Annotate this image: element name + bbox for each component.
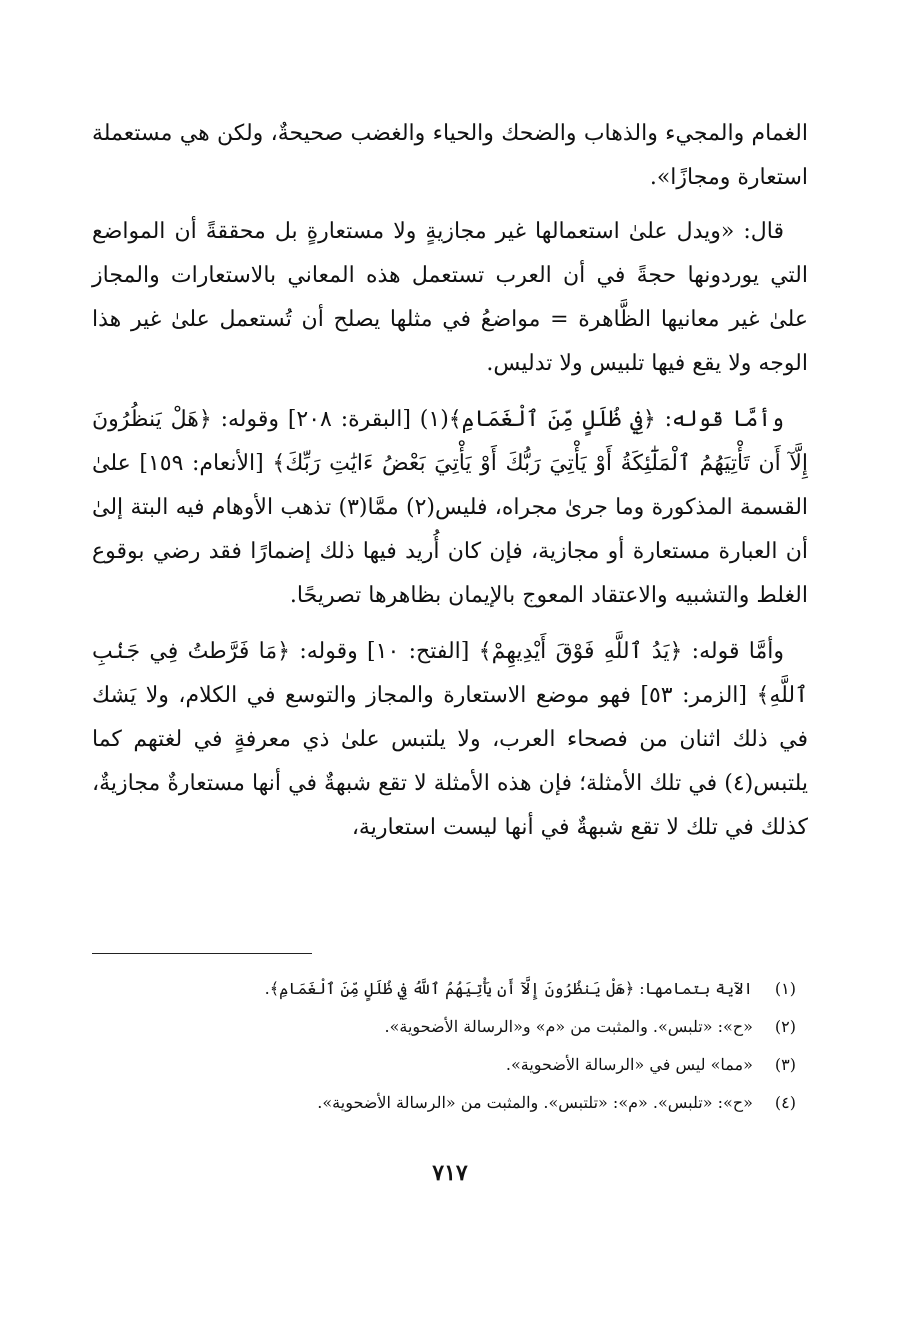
footnotes — [92, 970, 808, 1122]
footnote-separator — [92, 953, 312, 954]
paragraph-4: وأمَّا قوله: ﴿يَدُ ٱللَّهِ فَوْقَ أَيْدِيهِمْ﴾ [الفتح: ١٠] وقوله: ﴿مَا فَرَّطتُ فِي جَنۢبِ ٱللَّهِ﴾ [الزمر: ٥٣] فهو موضع الاستعارة والمجاز والتوسع في الكلام، ولا يَشك في ذلك اثنان من فصحاء العرب، ولا يلتبس علىٰ ذي معرفةٍ في لغتهم كما يلتبس(٤) في تلك الأمثلة؛ فإن هذه الأمثلة لا تقع شبهةٌ في أنها مستعارةٌ مجازيةٌ، كذلك في تلك لا تقع شبهةٌ في أنها ليست استعارية، — [92, 639, 809, 840]
footnote-4 — [92, 1084, 808, 1122]
footnote-2 — [92, 1008, 808, 1046]
footnote-text: «ح»: «تلبس». «م»: «تلتبس». والمثبت من «الرسالة الأضحوية». — [317, 1093, 753, 1112]
footnote-number: (١) — [774, 979, 796, 998]
footnote-text: «مما» ليس في «الرسالة الأضحوية». — [505, 1055, 753, 1074]
footnote-1 — [92, 970, 808, 1008]
paragraph-3: وأمَّا قوله: ﴿فِي ظُلَلٍ مِّنَ ٱلْغَمَامِ﴾(١) [البقرة: ٢٠٨] وقوله: ﴿هَلْ يَنظُرُونَ إِلَّآ أَن تَأْتِيَهُمُ ٱلْمَلَٰٓئِكَةُ أَوْ يَأْتِيَ رَبُّكَ أَوْ يَأْتِيَ بَعْضُ ءَايَٰتِ رَبِّكَ﴾ [الأنعام: ١٥٩] علىٰ القسمة المذكورة وما جرىٰ مجراه، فليس(٢) ممَّا(٣) تذهب الأوهام فيه البتة إلىٰ أن العبارة مستعارة أو مجازية، فإن كان أُريد فيها ذلك إضمارًا فقد رضي بوقوع الغلط والتشبيه والاعتقاد المعوج بالإيمان بظاهرها تصريحًا. — [92, 407, 809, 608]
footnote-number: (٢) — [774, 1017, 796, 1036]
footnote-text: الآية بتمامها: ﴿هَلْ يَنظُرُونَ إِلَّآ أَن يَأْتِيَهُمُ ٱللَّهُ فِي ظُلَلٍ مِّنَ ٱلْغَمَامِ﴾. — [264, 979, 753, 998]
paragraph-1: الغمام والمجيء والذهاب والضحك والحياء والغضب صحيحةٌ، ولكن هي مستعملة استعارة ومجازًا». — [92, 121, 808, 190]
footnote-number: (٣) — [774, 1055, 796, 1074]
page-number: ٧١٧ — [432, 1160, 468, 1186]
main-text — [92, 112, 808, 862]
paragraph-2: قال: «ويدل علىٰ استعمالها غير مجازيةٍ ولا مستعارةٍ بل محققةً أن المواضع التي يوردونها حجةً في أن العرب تستعمل هذه المعاني بالاستعارات والمجاز علىٰ غير معانيها الظَّاهرة = مواضعُ في مثلها يصلح أن تُستعمل علىٰ غير هذا الوجه ولا يقع فيها تلبيس ولا تدليس. — [92, 219, 808, 376]
footnote-number: (٤) — [774, 1093, 796, 1112]
footnote-text: «ح»: «تلبس». والمثبت من «م» و«الرسالة الأضحوية». — [384, 1017, 753, 1036]
footnote-3 — [92, 1046, 808, 1084]
